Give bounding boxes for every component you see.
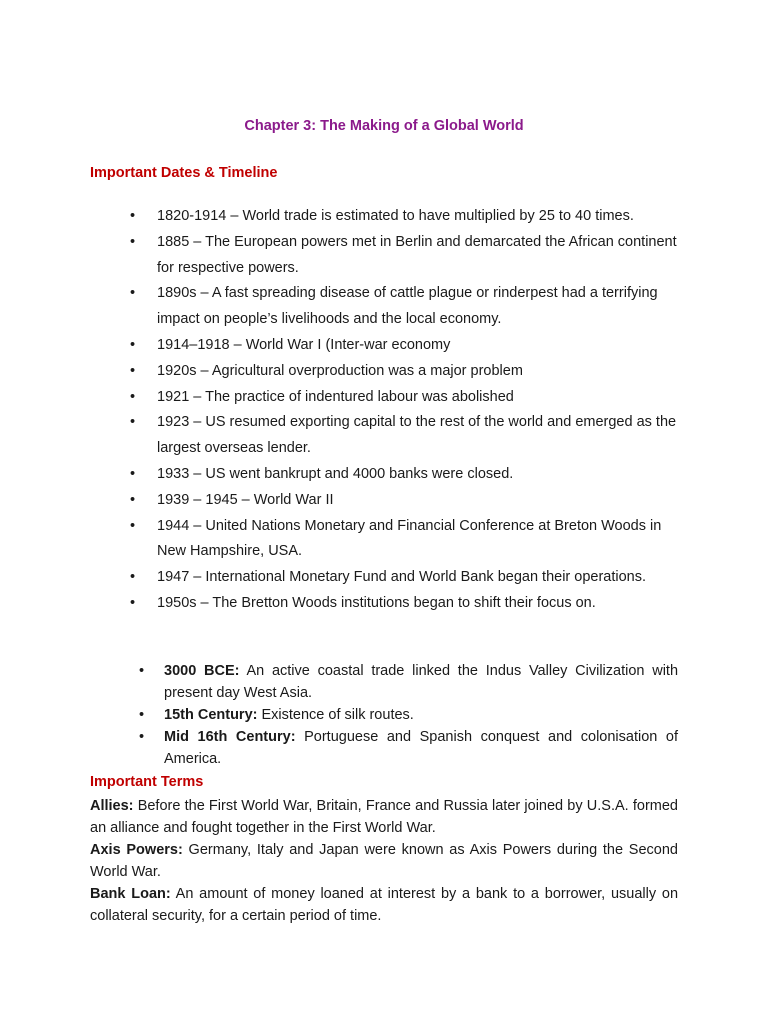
bullet-icon: • <box>130 233 136 250</box>
list-item: • Mid 16th Century: Portuguese and Spanish conquest and colonisation of America. <box>139 726 678 770</box>
bullet-icon: • <box>130 465 136 482</box>
bullet-icon: • <box>139 729 145 745</box>
bullet-icon: • <box>130 569 136 586</box>
bullet-icon: • <box>130 388 136 405</box>
bullet-icon: • <box>130 414 136 431</box>
term-label: Bank Loan: <box>90 886 171 902</box>
chapter-title: Chapter 3: The Making of a Global World <box>244 118 524 134</box>
term-label: Allies: <box>90 798 134 814</box>
bullet-icon: • <box>130 594 136 611</box>
list-item: • 1944 – United Nations Monetary and Financial Conference at Breton Woods in New Hampshire, USA. <box>130 514 690 566</box>
list-item: • 1933 – US went bankrupt and 4000 banks were closed. <box>130 462 690 488</box>
ancient-timeline-list <box>139 660 678 770</box>
list-item: • 1914–1918 – World War I (Inter-war economy <box>130 333 690 359</box>
list-item: • 1921 – The practice of indentured labour was abolished <box>130 385 690 411</box>
list-item: • 1920s – Agricultural overproduction was a major problem <box>130 359 690 385</box>
list-item: • 1947 – International Monetary Fund and World Bank began their operations. <box>130 565 690 591</box>
bullet-icon: • <box>130 517 136 534</box>
bullet-icon: • <box>130 285 136 302</box>
dates-heading: Important Dates & Timeline <box>90 165 278 181</box>
terms-heading: Important Terms <box>90 774 204 790</box>
list-item: • 3000 BCE: An active coastal trade linked the Indus Valley Civilization with present day West Asia. <box>139 660 678 704</box>
list-item: • 1820-1914 – World trade is estimated to have multiplied by 25 to 40 times. <box>130 204 690 230</box>
bullet-icon: • <box>130 362 136 379</box>
list-item: • 1885 – The European powers met in Berlin and demarcated the African continent for respective powers. <box>130 230 690 282</box>
term-label: Mid 16th Century: <box>164 729 296 745</box>
term-definition: Allies: Before the First World War, Britain, France and Russia later joined by U.S.A. formed an alliance and fought together in the First World War. <box>90 798 678 836</box>
bullet-icon: • <box>139 663 145 679</box>
list-item: • 1950s – The Bretton Woods institutions began to shift their focus on. <box>130 591 690 617</box>
term-label: Axis Powers: <box>90 842 183 858</box>
term-definition: Bank Loan: An amount of money loaned at interest by a bank to a borrower, usually on collateral security, for a certain period of time. <box>90 886 679 924</box>
bullet-icon: • <box>130 336 136 353</box>
terms-definitions <box>90 795 678 927</box>
term-label: 15th Century: <box>164 707 258 723</box>
term-label: 3000 BCE: <box>164 663 240 679</box>
list-item: • 1923 – US resumed exporting capital to the rest of the world and emerged as the largest overseas lender. <box>130 410 690 462</box>
bullet-icon: • <box>130 208 136 224</box>
list-item: • 15th Century: Existence of silk routes. <box>139 704 678 726</box>
list-item: • 1890s – A fast spreading disease of cattle plague or rinderpest had a terrifying impact on people’s livelihoods and the local economy. <box>130 281 690 333</box>
term-definition: Axis Powers: Germany, Italy and Japan were known as Axis Powers during the Second World War. <box>90 842 678 880</box>
list-item: • 1939 – 1945 – World War II <box>130 488 690 514</box>
bullet-icon: • <box>139 707 145 723</box>
timeline-list <box>130 204 690 617</box>
bullet-icon: • <box>130 491 136 508</box>
